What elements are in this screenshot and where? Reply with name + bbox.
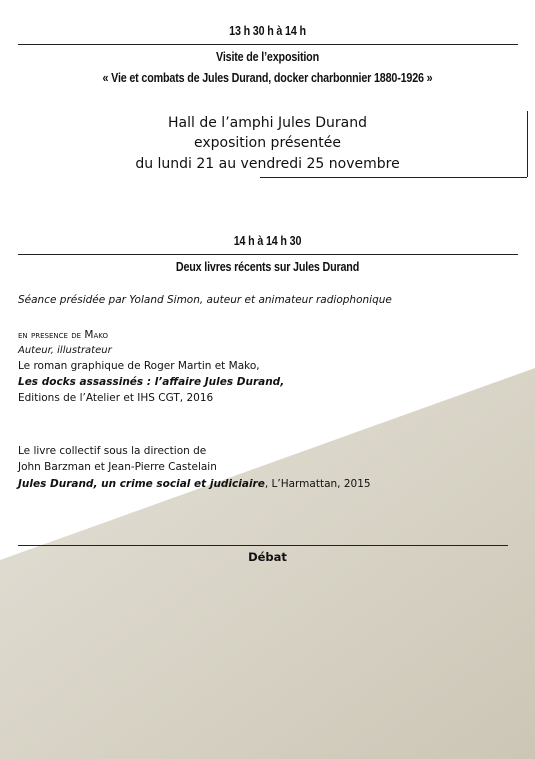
expo-bottom-border xyxy=(260,177,527,178)
book1-title: Les docks assassinés : l’affaire Jules Durand, xyxy=(18,376,285,388)
debate-divider xyxy=(18,545,508,546)
book2-title: Jules Durand, un crime social et judiciaire xyxy=(18,478,265,490)
session2-time: 14 h à 14 h 30 xyxy=(233,234,302,248)
presence-role: Auteur, illustrateur xyxy=(18,345,112,356)
session1-subtitle: « Vie et combats de Jules Durand, docker charbonnier 1880-1926 » xyxy=(102,71,433,85)
book2-authors: John Barzman et Jean-Pierre Castelain xyxy=(18,461,217,473)
book2-citation xyxy=(18,477,371,493)
expo-presented: exposition présentée xyxy=(194,135,341,151)
session-chair: Séance présidée par Yoland Simon, auteur et animateur radiophonique xyxy=(18,294,392,306)
book1-intro: Le roman graphique de Roger Martin et Mako, xyxy=(18,360,260,372)
session2-title: Deux livres récents sur Jules Durand xyxy=(175,260,360,274)
session1-time: 13 h 30 h à 14 h xyxy=(229,24,306,38)
debate-label: Débat xyxy=(248,550,287,564)
book2-publisher: , L’Harmattan, 2015 xyxy=(264,478,371,490)
session1-time-divider xyxy=(18,44,518,45)
session1-title: Visite de l’exposition xyxy=(216,50,319,64)
presence-label: en presence de Mako xyxy=(18,329,108,341)
book2-intro: Le livre collectif sous la direction de xyxy=(18,445,207,457)
expo-dates: du lundi 21 au vendredi 25 novembre xyxy=(135,156,400,172)
book1-publisher: Editions de l’Atelier et IHS CGT, 2016 xyxy=(18,392,214,404)
session2-time-divider xyxy=(18,254,518,255)
expo-location: Hall de l’amphi Jules Durand xyxy=(168,115,367,131)
